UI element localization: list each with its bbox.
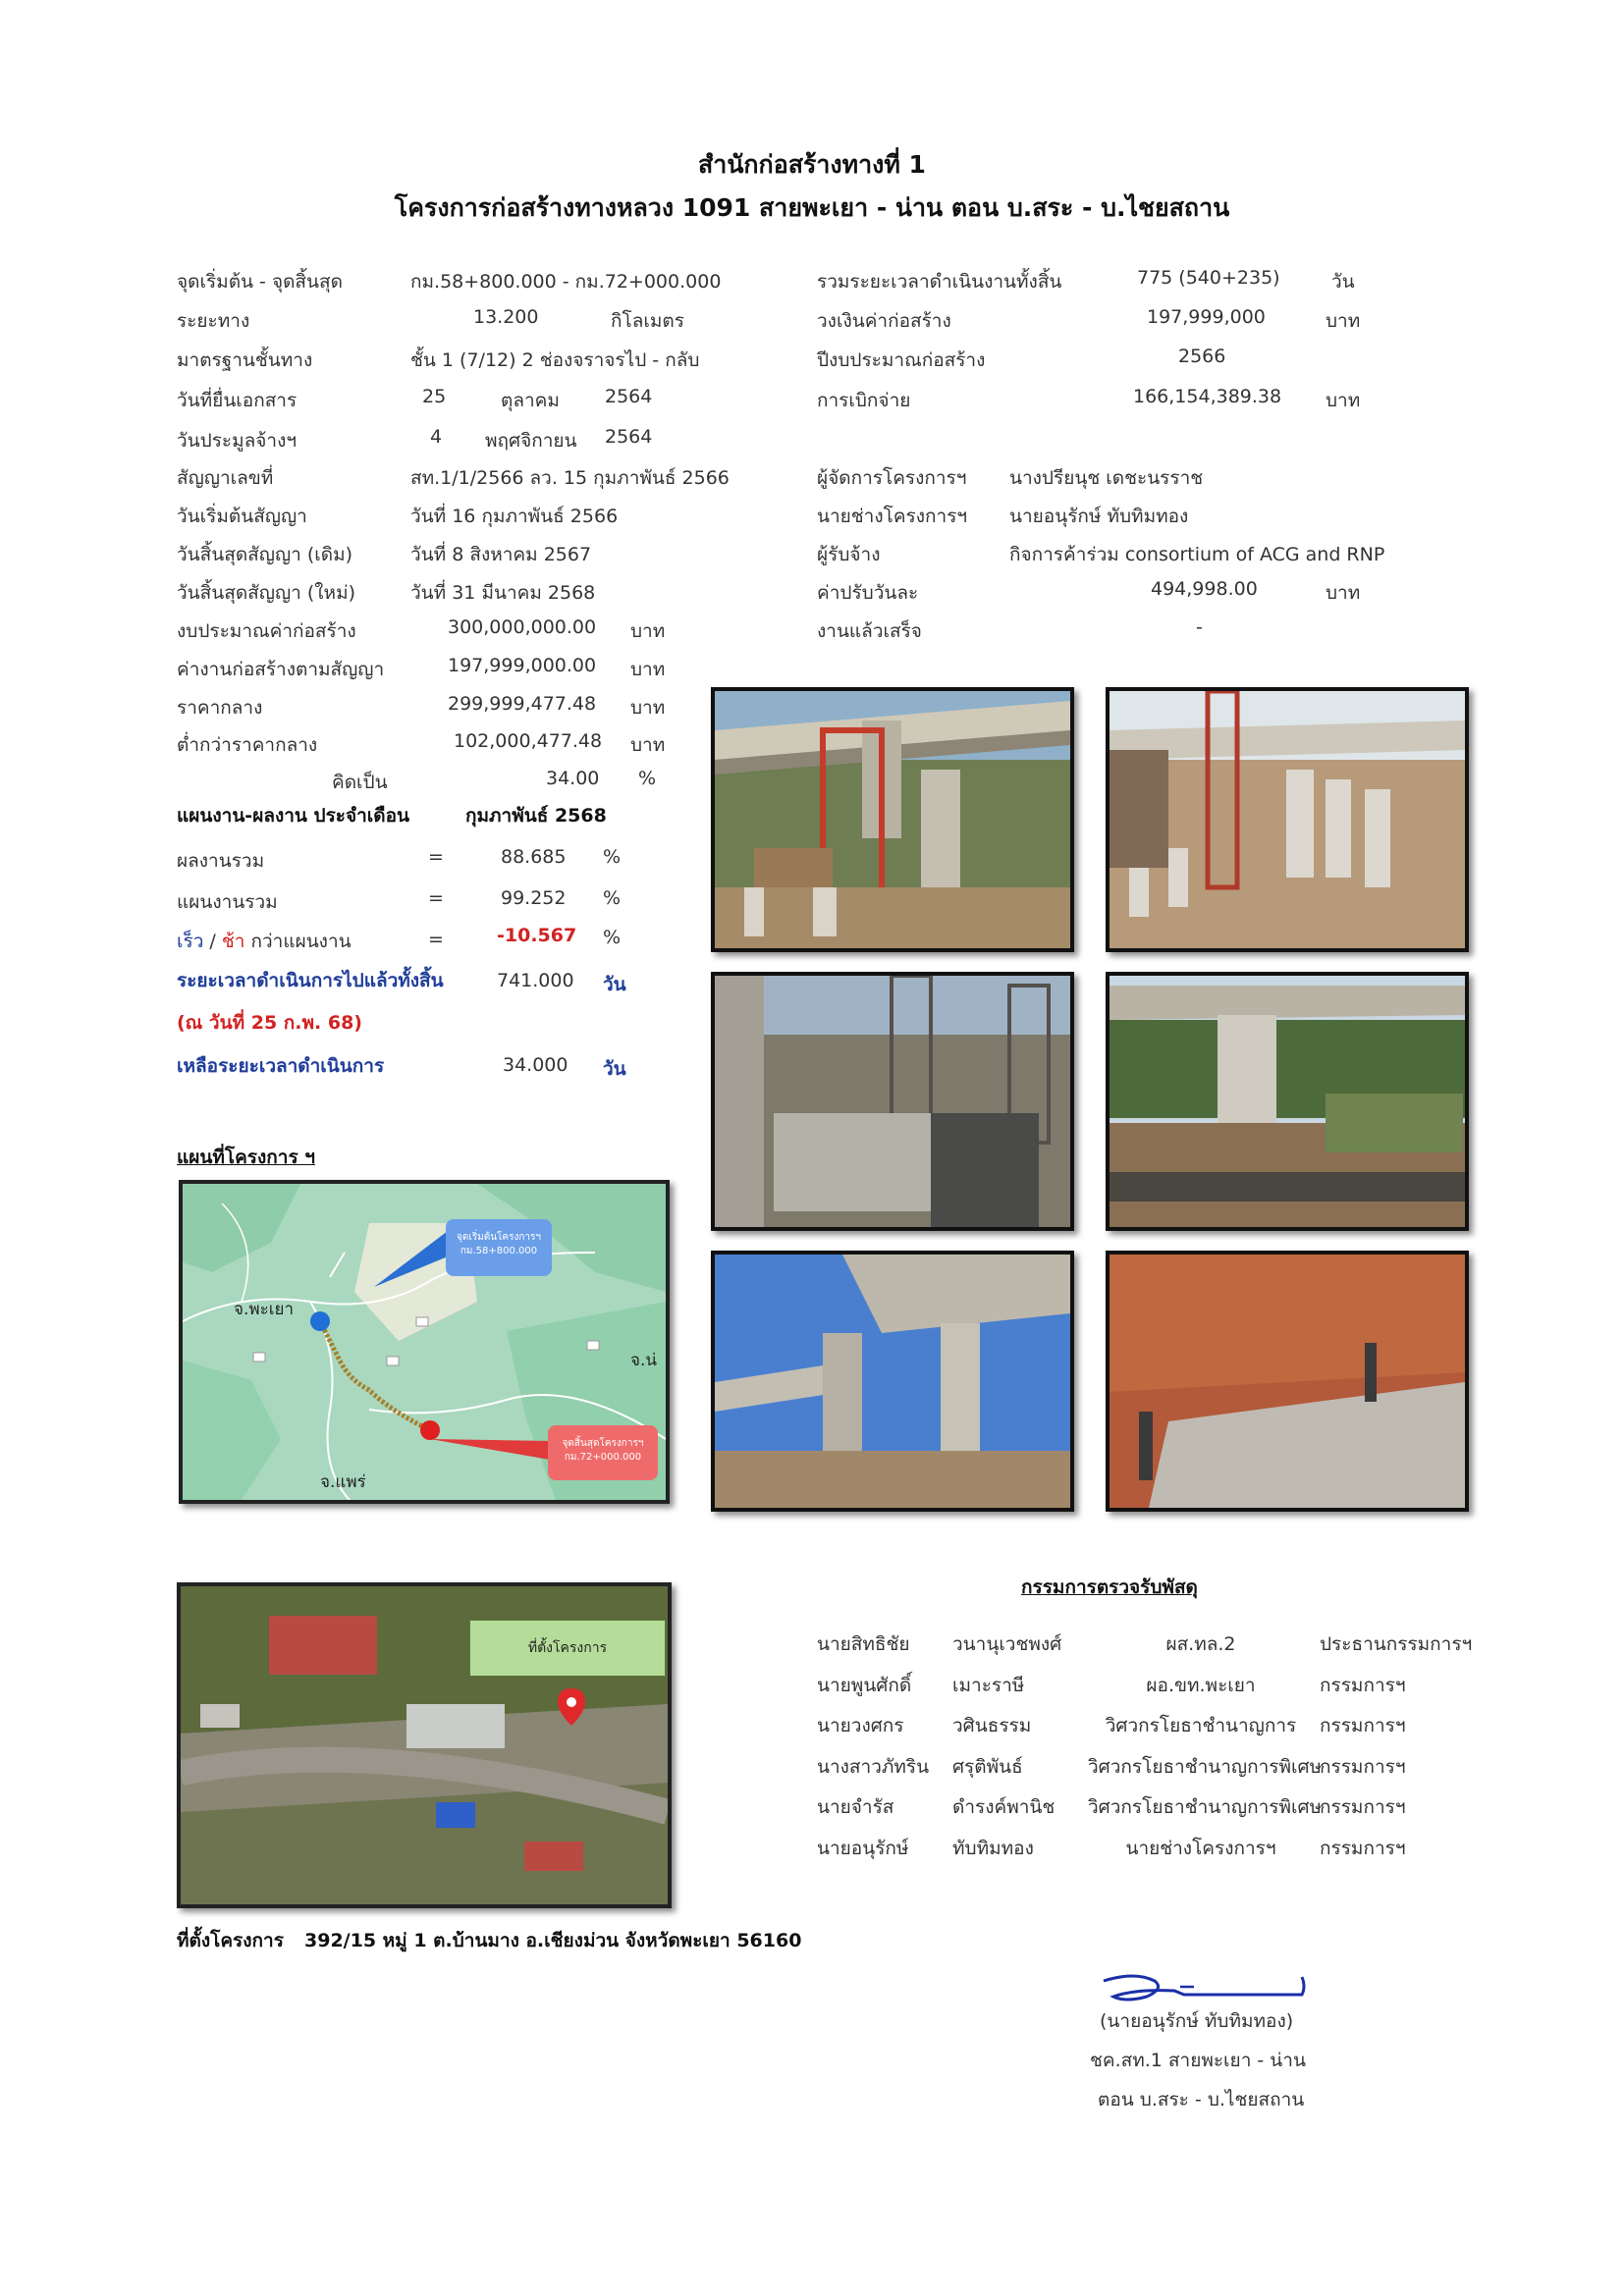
- contractor-value: กิจการค้าร่วม consortium of ACG and RNP: [1009, 544, 1385, 565]
- diff-slow: ช้า: [221, 931, 245, 952]
- submit-day: 25: [422, 386, 447, 407]
- standard-value: ชั้น 1 (7/12) 2 ช่องจราจรไป - กลับ: [410, 349, 700, 371]
- committee-position: วิศวกรโยธาชำนาญการพิเศษ: [1088, 1756, 1323, 1778]
- finished-label: งานแล้วเสร็จ: [817, 620, 922, 642]
- result-value: 88.685: [501, 846, 567, 868]
- budget-value: 300,000,000.00: [448, 616, 597, 638]
- progress-month: กุมภาพันธ์ 2568: [465, 805, 607, 827]
- diff-eq: =: [428, 929, 444, 950]
- contract-end-new-value: วันที่ 31 มีนาคม 2568: [410, 582, 596, 604]
- committee-role: กรรมการฯ: [1320, 1838, 1406, 1859]
- start-callout-km: กม.58+800.000: [460, 1246, 538, 1256]
- location-satellite-map: [177, 1582, 672, 1908]
- site-photo-5-image: [715, 1255, 1070, 1508]
- site-photo-2-image: [1110, 691, 1465, 948]
- contract-end-old-value: วันที่ 8 สิงหาคม 2567: [410, 544, 592, 565]
- site-photo-5: [711, 1251, 1074, 1512]
- fine-label: ค่าปรับวันละ: [817, 582, 919, 604]
- engineer-label: นายช่างโครงการฯ: [817, 506, 968, 527]
- signature-section: ตอน บ.สระ - บ.ไชยสถาน: [1098, 2089, 1305, 2110]
- contract-price-label: ค่างานก่อสร้างตามสัญญา: [177, 659, 385, 680]
- site-photo-4-image: [1110, 976, 1465, 1227]
- committee-first-name: นายสิทธิชัย: [817, 1633, 910, 1655]
- result-eq: =: [428, 846, 444, 868]
- contract-no-label: สัญญาเลขที่: [177, 467, 274, 489]
- below-unit: บาท: [630, 734, 666, 756]
- committee-position: วิศวกรโยธาชำนาญการพิเศษ: [1088, 1796, 1323, 1818]
- elapsed-value: 741.000: [497, 970, 574, 991]
- end-callout: [550, 1437, 656, 1465]
- city-nan: จ.น่: [630, 1351, 657, 1370]
- committee-last-name: วศินธรรม: [952, 1715, 1032, 1736]
- committee-role: กรรมการฯ: [1320, 1675, 1406, 1696]
- percent-unit: %: [638, 768, 657, 789]
- committee-first-name: นางสาวภัทริน: [817, 1756, 930, 1778]
- auction-day: 4: [430, 426, 443, 448]
- site-photo-6: [1106, 1251, 1469, 1512]
- committee-position: วิศวกรโยธาชำนาญการ: [1105, 1715, 1297, 1736]
- committee-last-name: ดำรงค์พานิช: [952, 1796, 1056, 1818]
- fine-value: 494,998.00: [1151, 578, 1258, 600]
- manager-label: ผู้จัดการโครงการฯ: [817, 467, 967, 489]
- contract-no-value: สท.1/1/2566 ลว. 15 กุมภาพันธ์ 2566: [410, 467, 730, 489]
- plan-label: แผนงานรวม: [177, 891, 278, 913]
- below-value: 102,000,477.48: [454, 730, 603, 752]
- committee-first-name: นายวงศกร: [817, 1715, 904, 1736]
- diff-unit: %: [603, 927, 622, 948]
- contract-end-old-label: วันสิ้นสุดสัญญา (เดิม): [177, 544, 353, 565]
- manager-value: นางปรียนุช เดชะนรราช: [1009, 467, 1204, 489]
- median-value: 299,999,477.48: [448, 693, 597, 715]
- committee-first-name: นายอนุรักษ์: [817, 1838, 909, 1859]
- elapsed-label: ระยะเวลาดำเนินการไปแล้วทั้งสิ้น: [177, 970, 444, 991]
- engineer-value: นายอนุรักษ์ ทับทิมทอง: [1009, 506, 1189, 527]
- auction-year: 2564: [605, 426, 653, 448]
- diff-rest: กว่าแผนงาน: [244, 931, 352, 952]
- progress-heading: แผนงาน-ผลงาน ประจำเดือน: [177, 805, 410, 827]
- elapsed-unit: วัน: [603, 974, 626, 995]
- duration-value: 775 (540+235): [1137, 267, 1280, 289]
- site-photo-3: [711, 972, 1074, 1231]
- result-unit: %: [603, 846, 622, 868]
- signature-image: [1096, 1967, 1312, 2010]
- committee-title: กรรมการตรวจรับพัสดุ: [1021, 1576, 1198, 1598]
- disburse-unit: บาท: [1326, 390, 1361, 411]
- remain-unit: วัน: [603, 1058, 626, 1080]
- start-end-value: กม.58+800.000 - กม.72+000.000: [410, 271, 722, 293]
- committee-last-name: ศรุติพันธ์: [952, 1756, 1023, 1778]
- plan-value: 99.252: [501, 887, 567, 909]
- finished-value: -: [1196, 616, 1203, 638]
- committee-role: กรรมการฯ: [1320, 1715, 1406, 1736]
- end-callout-title: จุดสิ้นสุดโครงการฯ: [562, 1438, 644, 1449]
- distance-value: 13.200: [473, 306, 539, 328]
- committee-position: ผอ.ขท.พะเยา: [1146, 1675, 1256, 1696]
- start-callout-title: จุดเริ่มต้นโครงการฯ: [456, 1232, 542, 1243]
- site-photo-2: [1106, 687, 1469, 952]
- city-phrae: จ.แพร่: [320, 1472, 366, 1492]
- address-label: ที่ตั้งโครงการ: [177, 1930, 284, 1951]
- diff-value: -10.567: [497, 925, 577, 946]
- end-callout-km: กม.72+000.000: [564, 1452, 642, 1463]
- duration-unit: วัน: [1331, 271, 1355, 293]
- diff-sep: /: [203, 931, 222, 952]
- contract-price-value: 197,999,000.00: [448, 655, 597, 676]
- address-value: 392/15 หมู่ 1 ต.บ้านมาง อ.เชียงม่วน จังหวัดพะเยา 56160: [304, 1930, 802, 1951]
- contract-start-value: วันที่ 16 กุมภาพันธ์ 2566: [410, 506, 619, 527]
- plan-eq: =: [428, 887, 444, 909]
- location-label: ที่ตั้งโครงการ: [527, 1640, 608, 1656]
- submit-year: 2564: [605, 386, 653, 407]
- result-label: ผลงานรวม: [177, 850, 265, 872]
- city-phayao: จ.พะเยา: [234, 1300, 295, 1319]
- below-label: ต่ำกว่าราคากลาง: [177, 734, 318, 756]
- contract-end-new-label: วันสิ้นสุดสัญญา (ใหม่): [177, 582, 356, 604]
- auction-month: พฤศจิกายน: [485, 430, 577, 452]
- fiscal-value: 2566: [1178, 346, 1226, 367]
- contract-amount-label: วงเงินค่าก่อสร้าง: [817, 310, 951, 332]
- disburse-value: 166,154,389.38: [1133, 386, 1282, 407]
- project-title: โครงการก่อสร้างทางหลวง 1091 สายพะเยา - น่าน ตอน บ.สระ - บ.ไชยสถาน: [394, 193, 1230, 222]
- budget-label: งบประมาณค่าก่อสร้าง: [177, 620, 356, 642]
- remain-value: 34.000: [503, 1054, 568, 1076]
- contract-amount-value: 197,999,000: [1147, 306, 1266, 328]
- distance-label: ระยะทาง: [177, 310, 250, 332]
- committee-role: กรรมการฯ: [1320, 1796, 1406, 1818]
- start-callout: [448, 1231, 550, 1258]
- route-map: [179, 1180, 670, 1504]
- median-unit: บาท: [630, 697, 666, 719]
- auction-label: วันประมูลจ้างฯ: [177, 430, 298, 452]
- remain-label: เหลือระยะเวลาดำเนินการ: [177, 1055, 385, 1077]
- map-title: แผนที่โครงการ ฯ: [177, 1147, 315, 1168]
- percent-label: คิดเป็น: [332, 772, 388, 793]
- median-label: ราคากลาง: [177, 697, 263, 719]
- plan-unit: %: [603, 887, 622, 909]
- location-label-box: [469, 1620, 666, 1677]
- start-end-label: จุดเริ่มต้น - จุดสิ้นสุด: [177, 271, 343, 293]
- committee-first-name: นายพูนศักดิ์: [817, 1675, 912, 1696]
- site-photo-3-image: [715, 976, 1070, 1227]
- committee-first-name: นายจำรัส: [817, 1796, 894, 1818]
- budget-unit: บาท: [630, 620, 666, 642]
- submit-month: ตุลาคม: [501, 390, 560, 411]
- fiscal-label: ปีงบประมาณก่อสร้าง: [817, 349, 986, 371]
- asof-date: (ณ วันที่ 25 ก.พ. 68): [177, 1012, 362, 1034]
- site-photo-4: [1106, 972, 1469, 1231]
- submit-label: วันที่ยื่นเอกสาร: [177, 390, 298, 411]
- standard-label: มาตรฐานชั้นทาง: [177, 349, 313, 371]
- committee-position: ผส.ทล.2: [1165, 1633, 1236, 1655]
- committee-last-name: วนานุเวชพงศ์: [952, 1633, 1062, 1655]
- committee-last-name: เมาะราษี: [952, 1675, 1025, 1696]
- contract-price-unit: บาท: [630, 659, 666, 680]
- committee-last-name: ทับทิมทอง: [952, 1838, 1034, 1859]
- disburse-label: การเบิกจ่าย: [817, 390, 911, 411]
- site-photo-1: [711, 687, 1074, 952]
- site-photo-6-image: [1110, 1255, 1465, 1508]
- fine-unit: บาท: [1326, 582, 1361, 604]
- diff-fast: เร็ว: [177, 931, 204, 952]
- signature-position: ชค.สท.1 สายพะเยา - น่าน: [1090, 2050, 1306, 2071]
- committee-role: กรรมการฯ: [1320, 1756, 1406, 1778]
- site-photo-1-image: [715, 691, 1070, 948]
- distance-unit: กิโลเมตร: [611, 310, 684, 332]
- signature-name: (นายอนุรักษ์ ทับทิมทอง): [1100, 2010, 1294, 2032]
- percent-value: 34.00: [546, 768, 600, 789]
- contract-start-label: วันเริ่มต้นสัญญา: [177, 506, 307, 527]
- duration-label: รวมระยะเวลาดำเนินงานทั้งสิ้น: [817, 271, 1062, 293]
- committee-role: ประธานกรรมการฯ: [1320, 1633, 1473, 1655]
- diff-label: [177, 927, 352, 956]
- office-title: สำนักก่อสร้างทางที่ 1: [698, 150, 926, 179]
- committee-position: นายช่างโครงการฯ: [1125, 1838, 1276, 1859]
- contractor-label: ผู้รับจ้าง: [817, 544, 881, 565]
- contract-amount-unit: บาท: [1326, 310, 1361, 332]
